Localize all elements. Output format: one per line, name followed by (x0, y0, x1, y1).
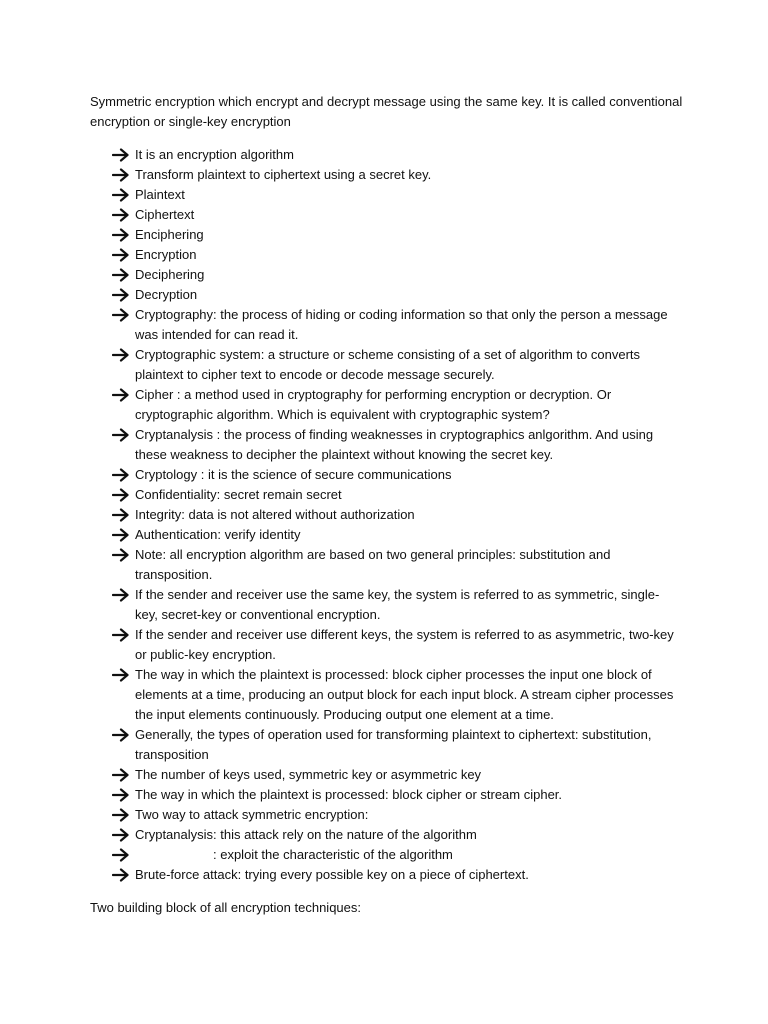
list-item (112, 265, 682, 285)
arrow-right-icon (112, 545, 130, 565)
arrow-right-icon (112, 805, 130, 825)
bullet-text: Integrity: data is not altered without authorization (135, 507, 415, 522)
bullet-text: If the sender and receiver use the same key, the system is referred to as symmetric, single-key, secret-key or conventional encryption. (135, 587, 660, 622)
list-item (112, 665, 682, 725)
bullet-text: Cryptanalysis : the process of finding weaknesses in cryptographics anlgorithm. And using these weakness to decipher the plaintext without knowing the secret key. (135, 427, 654, 462)
list-item (112, 205, 682, 225)
bullet-text: Two way to attack symmetric encryption: (135, 807, 369, 822)
arrow-right-icon (112, 305, 130, 325)
list-item (112, 585, 682, 625)
arrow-right-icon (112, 165, 130, 185)
arrow-right-icon (112, 765, 130, 785)
arrow-right-icon (112, 525, 130, 545)
arrow-right-icon (112, 225, 130, 245)
list-item (112, 165, 682, 185)
closing-paragraph: Two building block of all encryption techniques: (90, 900, 361, 915)
list-item (112, 425, 682, 465)
list-item (112, 765, 682, 785)
arrow-right-icon (112, 145, 130, 165)
bullet-text: Cipher : a method used in cryptography for performing encryption or decryption. Or cryptographic algorithm. Which is equivalent with cryptographic system? (135, 387, 612, 422)
arrow-right-icon (112, 285, 130, 305)
list-item (112, 725, 682, 765)
list-item (112, 385, 682, 425)
bullet-text: Encryption (135, 247, 197, 262)
arrow-right-icon (112, 185, 130, 205)
list-item (112, 465, 682, 485)
arrow-right-icon (112, 425, 130, 445)
list-item (112, 145, 682, 165)
list-item (112, 305, 682, 345)
bullet-list (112, 145, 682, 885)
arrow-right-icon (112, 345, 130, 365)
intro-paragraph: Symmetric encryption which encrypt and decrypt message using the same key. It is called conventional encryption or single-key encryption (90, 94, 683, 129)
bullet-text: Ciphertext (135, 207, 195, 222)
bullet-text: Note: all encryption algorithm are based on two general principles: substitution and transposition. (135, 547, 611, 582)
list-item (112, 785, 682, 805)
arrow-right-icon (112, 785, 130, 805)
arrow-right-icon (112, 865, 130, 885)
arrow-right-icon (112, 505, 130, 525)
list-item (112, 845, 682, 865)
bullet-text: Brute-force attack: trying every possible key on a piece of ciphertext. (135, 867, 529, 882)
arrow-right-icon (112, 825, 130, 845)
list-item (112, 805, 682, 825)
list-item (112, 525, 682, 545)
list-item (112, 545, 682, 585)
arrow-right-icon (112, 205, 130, 225)
bullet-text: Cryptanalysis: this attack rely on the nature of the algorithm (135, 827, 477, 842)
arrow-right-icon (112, 585, 130, 605)
bullet-text: If the sender and receiver use different keys, the system is referred to as asymmetric, two-key or public-key encryption. (135, 627, 674, 662)
arrow-right-icon (112, 385, 130, 405)
arrow-right-icon (112, 265, 130, 285)
arrow-right-icon (112, 845, 130, 865)
arrow-right-icon (112, 485, 130, 505)
bullet-text: Confidentiality: secret remain secret (135, 487, 342, 502)
bullet-text: Transform plaintext to ciphertext using a secret key. (135, 167, 432, 182)
bullet-text: Deciphering (135, 267, 205, 282)
bullet-text: Enciphering (135, 227, 204, 242)
arrow-right-icon (112, 665, 130, 685)
list-item (112, 345, 682, 385)
bullet-text: Cryptology : it is the science of secure communications (135, 467, 452, 482)
list-item (112, 865, 682, 885)
bullet-text: Cryptographic system: a structure or scheme consisting of a set of algorithm to converts plaintext to cipher text to encode or decode message securely. (135, 347, 641, 382)
bullet-text: : exploit the characteristic of the algorithm (213, 847, 453, 862)
bullet-text: The number of keys used, symmetric key or asymmetric key (135, 767, 482, 782)
list-item (112, 285, 682, 305)
arrow-right-icon (112, 465, 130, 485)
bullet-text: Plaintext (135, 187, 185, 202)
bullet-text: The way in which the plaintext is processed: block cipher or stream cipher. (135, 787, 563, 802)
bullet-text: It is an encryption algorithm (135, 147, 294, 162)
list-item (112, 245, 682, 265)
arrow-right-icon (112, 725, 130, 745)
list-item (112, 825, 682, 845)
list-item (112, 185, 682, 205)
list-item (112, 625, 682, 665)
list-item (112, 485, 682, 505)
bullet-text: The way in which the plaintext is processed: block cipher processes the input one block of elements at a time, producing an output block for each input block. A stream cipher processes the input elements continuously. Producing output one element at a time. (135, 667, 674, 722)
bullet-text: Generally, the types of operation used for transforming plaintext to ciphertext: substitution, transposition (135, 727, 652, 762)
arrow-right-icon (112, 625, 130, 645)
arrow-right-icon (112, 245, 130, 265)
list-item (112, 225, 682, 245)
bullet-text: Authentication: verify identity (135, 527, 301, 542)
list-item (112, 505, 682, 525)
bullet-text: Cryptography: the process of hiding or coding information so that only the person a message was intended for can read it. (135, 307, 668, 342)
bullet-text: Decryption (135, 287, 198, 302)
